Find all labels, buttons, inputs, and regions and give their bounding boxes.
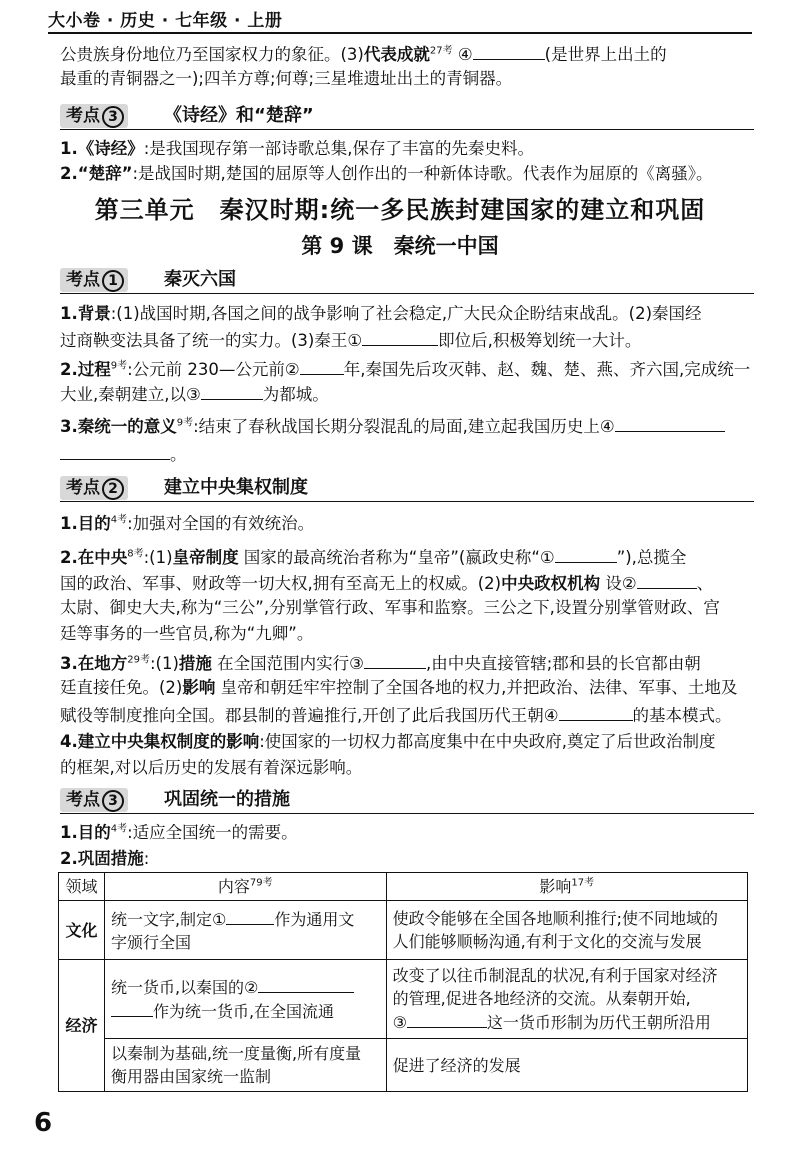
- s1-item-2-line-1: [60, 357, 750, 381]
- text: 年,秦国先后攻灭韩、赵、魏、楚、燕、齐六国,完成统一: [343, 360, 751, 379]
- text: :(1): [143, 548, 173, 567]
- item-number: 1.: [60, 514, 78, 533]
- running-header: 大小卷 · 历史 · 七年级 · 上册: [48, 11, 283, 31]
- shijing-item-1: [60, 138, 750, 160]
- cell-line: [111, 975, 380, 999]
- text: 设②: [600, 574, 637, 593]
- blank-number: ④: [457, 45, 473, 64]
- item-number: 2.: [60, 849, 78, 868]
- item-number: 2.: [60, 548, 78, 567]
- fill-blank[interactable]: [258, 975, 354, 993]
- item-number: 1.: [60, 139, 78, 158]
- text: 统一货币,以秦国的②: [110, 978, 259, 997]
- table-header-row: [59, 873, 748, 901]
- s1-item-1-line-1: [60, 303, 750, 325]
- text: 国家的最高统治者称为“皇帝”(嬴政史称“①: [238, 548, 555, 567]
- s3-item-1: [60, 822, 750, 844]
- text: 的基本模式。: [632, 706, 732, 725]
- text: :(1): [149, 654, 179, 673]
- measures-table: [58, 872, 748, 1092]
- shijing-item-2: [60, 163, 750, 185]
- cell-line: [111, 999, 380, 1023]
- cell-line: [111, 907, 380, 931]
- fill-blank[interactable]: [364, 651, 426, 669]
- kaodian-heading: [60, 476, 754, 502]
- effect-cell: 促进了经济的发展: [386, 1039, 747, 1092]
- kaodian-title: 建立中央集权制度: [164, 477, 308, 498]
- text: :公元前 230—公元前②: [127, 360, 300, 379]
- fill-blank[interactable]: [111, 999, 153, 1017]
- fill-blank[interactable]: [555, 545, 617, 563]
- text: 大业,秦朝建立,以③: [60, 385, 201, 404]
- text: ,由中央直接管辖;郡和县的长官都由朝: [425, 654, 701, 673]
- table-row-economy-measures: [59, 1039, 748, 1092]
- text: 在全国范围内实行③: [211, 654, 364, 673]
- cell-line: 使政令能够在全国各地顺利推行;使不同地域的: [392, 909, 718, 928]
- bold-term: “楚辞”: [77, 164, 133, 183]
- exam-count: 9考: [110, 360, 128, 372]
- kaodian-number: 2: [102, 478, 124, 500]
- lesson-title: 第 9 课 秦统一中国: [301, 234, 499, 258]
- page-number: 6: [34, 1108, 53, 1138]
- content-cell: [104, 901, 386, 960]
- fill-blank[interactable]: [60, 442, 170, 460]
- bold-term: 目的: [77, 823, 111, 842]
- text: 。: [170, 445, 187, 464]
- kaodian-label: 考点: [66, 790, 100, 810]
- text: :适应全国统一的需要。: [127, 823, 298, 842]
- text: 即位后,积极筹划统一大计。: [438, 331, 642, 350]
- bold-term: 影响: [182, 678, 216, 697]
- kaodian-label: 考点: [66, 478, 100, 498]
- fill-blank[interactable]: [300, 357, 344, 375]
- item-number: 3.: [60, 417, 78, 436]
- content-cell: [104, 1039, 386, 1092]
- text: 这一货币形制为历代王朝所沿用: [486, 1013, 711, 1032]
- text: :加强对全国的有效统治。: [127, 514, 315, 533]
- text: 统一文字,制定①: [110, 909, 227, 929]
- text: (是世界上出土的: [544, 45, 667, 64]
- text: :是战国时期,楚国的屈原等人创作出的一种新体诗歌。代表作为屈原的《离骚》。: [132, 164, 713, 183]
- s3-item-2: [60, 848, 750, 870]
- item-number: 2.: [60, 360, 78, 379]
- fill-blank[interactable]: [201, 382, 263, 400]
- text: 赋役等制度推向全国。郡县制的普遍推行,开创了此后我国历代王朝④: [60, 706, 559, 725]
- s1-item-2-line-2: [60, 382, 750, 406]
- fill-blank[interactable]: [362, 328, 438, 346]
- bold-term: 《诗经》: [77, 139, 144, 158]
- kaodian-heading: [60, 268, 754, 294]
- s1-item-3-line-2: [60, 442, 750, 466]
- content-cell: [104, 960, 386, 1039]
- header-effect: [386, 873, 747, 901]
- heading-rule: [60, 501, 754, 502]
- intro-line-1: [60, 42, 750, 66]
- s2-item-3-line-3: [60, 703, 750, 727]
- cell-line: 以秦制为基础,统一度量衡,所有度量: [110, 1044, 362, 1063]
- exam-count: 4考: [110, 823, 128, 835]
- cell-line: [393, 1010, 741, 1034]
- s2-item-3-line-2: [60, 677, 750, 699]
- bold-term: 建立中央集权制度的影响: [77, 732, 260, 751]
- kaodian-heading: [60, 788, 754, 814]
- bold-term: 目的: [77, 514, 111, 533]
- fill-blank[interactable]: [559, 703, 633, 721]
- s2-item-1: [60, 513, 750, 535]
- kaodian-label: 考点: [66, 106, 100, 126]
- s2-item-2-line-3: 太尉、御史大夫,称为“三公”,分别掌管行政、军事和监察。三公之下,设置分别掌管财政、宫: [60, 598, 720, 617]
- exam-count: 8考: [127, 548, 144, 560]
- fill-blank[interactable]: [407, 1010, 487, 1028]
- fill-blank[interactable]: [473, 42, 545, 60]
- text: 作为通用文: [274, 909, 355, 929]
- kaodian-title: 巩固统一的措施: [164, 789, 290, 810]
- domain-economy: 经济: [59, 960, 105, 1092]
- heading-rule: [60, 293, 754, 294]
- item-number: 2.: [60, 164, 78, 183]
- text: 作为统一货币,在全国流通: [152, 1002, 335, 1021]
- text: :结束了春秋战国长期分裂混乱的局面,建立起我国历史上④: [193, 417, 615, 436]
- kaodian-heading: [60, 104, 754, 130]
- text: :(1)战国时期,各国之间的战争影响了社会稳定,广大民众企盼结束战乱。(2)秦国经: [110, 304, 702, 323]
- header-effect-label: 影响: [539, 877, 572, 896]
- text: :: [143, 849, 150, 868]
- cell-line: 的管理,促进各地经济的交流。从秦朝开始,: [392, 989, 691, 1008]
- kaodian-label: 考点: [66, 270, 100, 290]
- text: 过商鞅变法具备了统一的实力。(3)秦王①: [60, 331, 363, 350]
- item-number: 4.: [60, 732, 78, 751]
- domain-culture: 文化: [59, 901, 105, 960]
- bold-term: 在中央: [77, 548, 128, 567]
- text: 廷直接任免。(2): [60, 678, 183, 697]
- header-domain: 领域: [59, 873, 105, 901]
- s2-item-2-line-1: [60, 545, 750, 569]
- item-number: 1.: [60, 304, 78, 323]
- kaodian-number: 3: [102, 106, 124, 128]
- intro-line-2: 最重的青铜器之一);四羊方尊;何尊;三星堆遗址出土的青铜器。: [60, 69, 513, 88]
- s2-item-4-line-2: 的框架,对以后历史的发展有着深远影响。: [60, 758, 363, 777]
- text: 、: [696, 574, 714, 593]
- text: 国的政治、军事、财政等一切大权,拥有至高无上的权威。(2): [60, 574, 502, 593]
- kaodian-number: 1: [102, 270, 124, 292]
- cell-line: 字颁行全国: [110, 932, 191, 952]
- exam-count: 4考: [110, 514, 128, 526]
- kaodian-tag: [60, 104, 128, 128]
- exam-count: 27考: [429, 45, 453, 57]
- item-number: 1.: [60, 823, 78, 842]
- cell-line: 改变了以往币制混乱的状况,有利于国家对经济: [392, 966, 718, 985]
- text: 公贵族身份地位乃至国家权力的象征。(3): [60, 45, 364, 64]
- text: :是我国现存第一部诗歌总集,保存了丰富的先秦史料。: [143, 139, 535, 158]
- bold-term: 在地方: [77, 654, 128, 673]
- header-rule: [48, 32, 752, 34]
- cell-line: 人们能够顺畅沟通,有利于文化的交流与发展: [392, 932, 702, 951]
- header-content-label: 内容: [217, 877, 250, 896]
- text: 皇帝和朝廷牢牢控制了全国各地的权力,并把政治、法律、军事、土地及: [215, 678, 738, 697]
- bold-term: 秦统一的意义: [77, 417, 177, 436]
- bold-term: 过程: [77, 360, 111, 379]
- text: :使国家的一切权力都高度集中在中央政府,奠定了后世政治制度: [259, 732, 716, 751]
- unit-title: 第三单元 秦汉时期:统一多民族封建国家的建立和巩固: [94, 196, 706, 224]
- text: ”),总揽全: [616, 548, 687, 567]
- bold-term: 措施: [178, 654, 212, 673]
- exam-count: 79考: [249, 877, 273, 889]
- kaodian-tag: [60, 788, 128, 812]
- effect-cell: [386, 960, 747, 1039]
- heading-rule: [60, 129, 754, 130]
- bold-term: 中央政权机构: [501, 574, 601, 593]
- exam-count: 29考: [127, 654, 150, 666]
- s2-item-2-line-2: [60, 571, 750, 595]
- blank-number: ③: [392, 1013, 407, 1032]
- exam-count: 17考: [571, 877, 595, 889]
- s2-item-3-line-1: [60, 651, 750, 675]
- bold-term: 皇帝制度: [172, 548, 239, 567]
- s1-item-3-line-1: [60, 414, 750, 438]
- cell-line: 衡用器由国家统一监制: [110, 1067, 271, 1086]
- fill-blank[interactable]: [226, 907, 274, 925]
- s2-item-2-line-4: 廷等事务的一些官员,称为“九卿”。: [60, 624, 314, 643]
- bold-term: 代表成就: [363, 45, 430, 64]
- fill-blank[interactable]: [615, 414, 725, 432]
- kaodian-number: 3: [102, 790, 124, 812]
- bold-term: 巩固措施: [77, 849, 144, 868]
- heading-rule: [60, 813, 754, 814]
- effect-cell: [386, 901, 747, 960]
- item-number: 3.: [60, 654, 78, 673]
- s2-item-4-line-1: [60, 731, 750, 753]
- bold-term: 背景: [77, 304, 111, 323]
- fill-blank[interactable]: [637, 571, 697, 589]
- header-content: [104, 873, 386, 901]
- s1-item-1-line-2: [60, 328, 750, 352]
- text: 为都城。: [262, 385, 329, 404]
- exam-count: 9考: [176, 417, 194, 429]
- table-row-economy-currency: [59, 960, 748, 1039]
- kaodian-tag: [60, 476, 128, 500]
- table-row-culture: [59, 901, 748, 960]
- kaodian-title: 秦灭六国: [164, 269, 236, 290]
- kaodian-tag: [60, 268, 128, 292]
- kaodian-title: 《诗经》和“楚辞”: [164, 105, 314, 126]
